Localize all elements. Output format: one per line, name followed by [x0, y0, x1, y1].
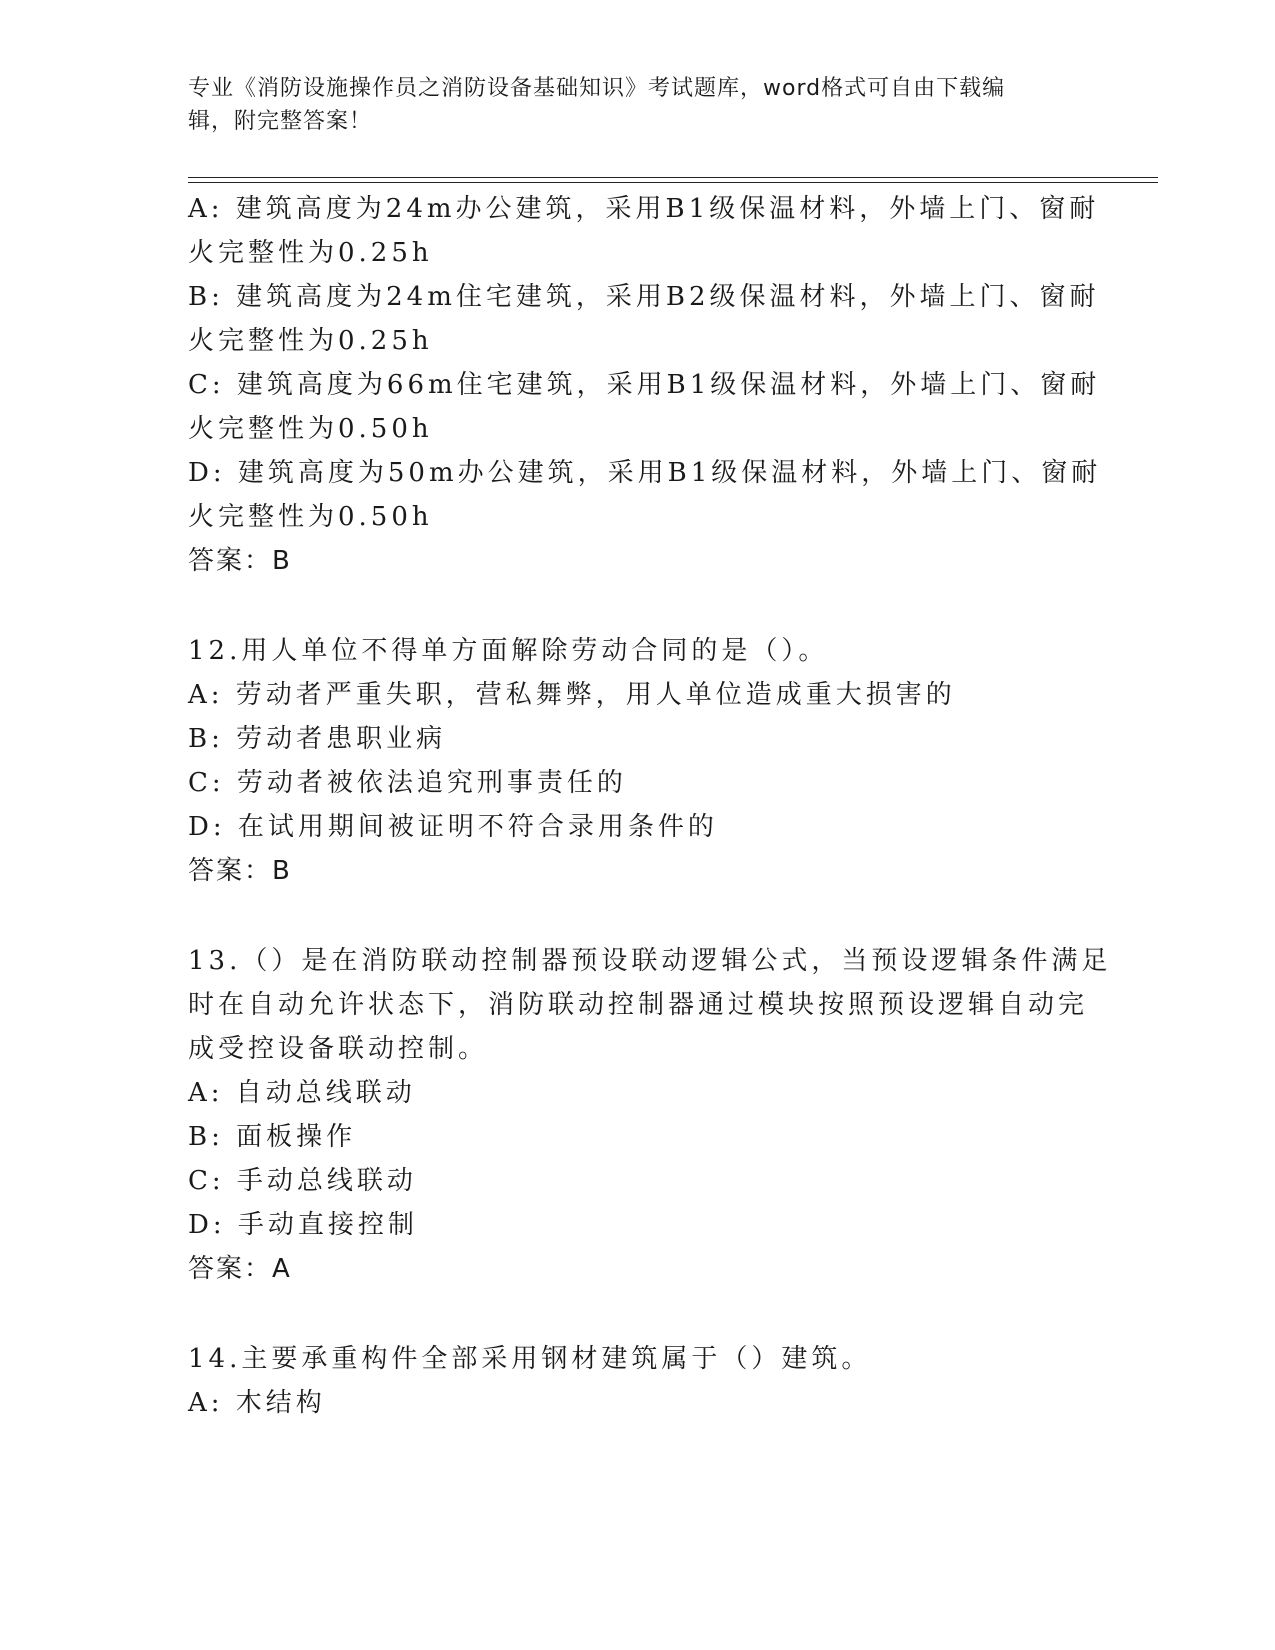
q12-answer: 答案：B [188, 856, 292, 886]
q13-stem-line1: 13.（）是在消防联动控制器预设联动逻辑公式，当预设逻辑条件满足 [188, 946, 1112, 976]
q11-option-c-line2: 火完整性为0.50h [188, 414, 433, 444]
header-divider-top [188, 177, 1158, 178]
q13-option-a: A: 自动总线联动 [188, 1078, 416, 1108]
q11-answer: 答案：B [188, 546, 292, 576]
q11-option-d-line2: 火完整性为0.50h [188, 502, 433, 532]
q12-option-b: B: 劳动者患职业病 [188, 724, 447, 754]
q13-option-d: D: 手动直接控制 [188, 1210, 418, 1240]
q11-option-b-line1: B: 建筑高度为24m住宅建筑，采用B2级保温材料，外墙上门、窗耐 [188, 282, 1100, 312]
q14-option-a: A: 木结构 [188, 1388, 326, 1418]
q13-stem-line3: 成受控设备联动控制。 [188, 1034, 489, 1064]
q13-answer: 答案：A [188, 1254, 292, 1284]
q11-option-d-line1: D: 建筑高度为50m办公建筑，采用B1级保温材料，外墙上门、窗耐 [188, 458, 1102, 488]
header-divider-bottom [188, 182, 1158, 183]
q12-option-c: C: 劳动者被依法追究刑事责任的 [188, 768, 627, 798]
header-line-2: 辑，附完整答案！ [188, 109, 373, 134]
q13-stem-line2: 时在自动允许状态下，消防联动控制器通过模块按照预设逻辑自动完 [188, 990, 1089, 1020]
header-line-1: 专业《消防设施操作员之消防设备基础知识》考试题库，word格式可自由下载编 [188, 76, 1006, 101]
q13-option-b: B: 面板操作 [188, 1122, 357, 1152]
document-header [188, 72, 1088, 138]
q11-option-c-line1: C: 建筑高度为66m住宅建筑，采用B1级保温材料，外墙上门、窗耐 [188, 370, 1101, 400]
q14-stem: 14.主要承重构件全部采用钢材建筑属于（）建筑。 [188, 1344, 872, 1374]
q11-option-b-line2: 火完整性为0.25h [188, 326, 433, 356]
q11-option-a-line2: 火完整性为0.25h [188, 238, 433, 268]
q12-option-d: D: 在试用期间被证明不符合录用条件的 [188, 812, 718, 842]
q13-option-c: C: 手动总线联动 [188, 1166, 417, 1196]
q11-option-a-line1: A: 建筑高度为24m办公建筑，采用B1级保温材料，外墙上门、窗耐 [188, 194, 1100, 224]
q12-stem: 12.用人单位不得单方面解除劳动合同的是（）。 [188, 636, 829, 666]
q12-option-a: A: 劳动者严重失职，营私舞弊，用人单位造成重大损害的 [188, 680, 956, 710]
